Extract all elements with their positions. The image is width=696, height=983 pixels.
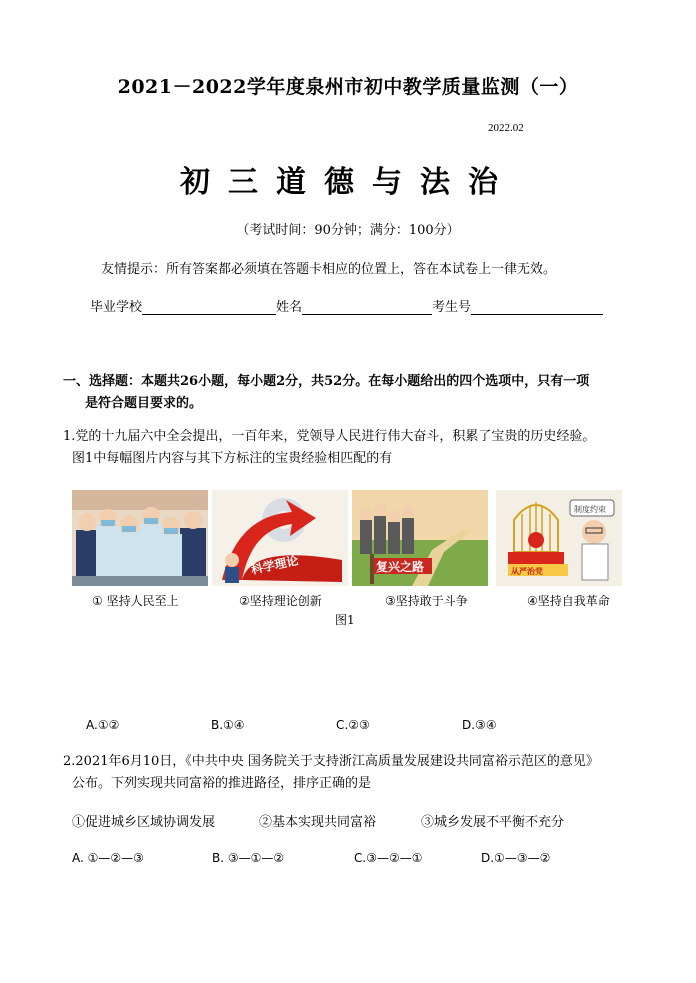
- figure-1-images: [72, 490, 622, 586]
- student-info-fields: [90, 296, 603, 315]
- q2-line1: 2.2021年6月10日，《中共中央 国务院关于支持浙江高质量发展建设共同富裕示范区的意见》: [63, 754, 599, 769]
- q1-option-d[interactable]: D.③④: [462, 718, 497, 732]
- q2-option-b[interactable]: B. ③—①—②: [212, 851, 285, 865]
- caption-1: ① 坚持人民至上: [92, 594, 179, 608]
- q2-line2: 公布。下列实现共同富裕的推进路径，排序正确的是: [72, 776, 372, 791]
- q2-option-a[interactable]: A. ①—②—③: [72, 851, 144, 865]
- q2-item-3: ③城乡发展不平衡不充分: [421, 815, 565, 830]
- q1-line2: 图1中每幅图片内容与其下方标注的宝贵经验相匹配的有: [72, 451, 393, 466]
- subject-title: 初三道德与法治: [180, 165, 516, 200]
- caption-3: ③坚持敢于斗争: [385, 594, 468, 608]
- q1-option-b[interactable]: B.①④: [211, 718, 245, 732]
- section-heading: [63, 371, 663, 415]
- notice: 友情提示：所有答案都必须填在答题卡相应的位置上，答在本试卷上一律无效。: [101, 262, 557, 277]
- exam-title: 2021－2022学年度泉州市初中教学质量监测（一）: [117, 76, 579, 98]
- img3-text: 复兴之路: [376, 560, 425, 574]
- q1-line1: 1.党的十九届六中全会提出，一百年来，党领导人民进行伟大奋斗，积累了宝贵的历史经验。: [63, 429, 596, 444]
- img4-sign: 制度约束: [574, 505, 606, 514]
- name-blank[interactable]: [302, 300, 432, 315]
- figure-label: 图1: [335, 613, 355, 627]
- section-heading-line1: 一、选择题：本题共26小题，每小题2分，共52分。在每小题给出的四个选项中，只有一项: [63, 374, 590, 389]
- image-self-revolution: [496, 490, 632, 586]
- exam-no-label: 考生号: [432, 300, 472, 315]
- school-blank[interactable]: [142, 300, 276, 315]
- q2-option-c[interactable]: C.③—②—①: [354, 851, 423, 865]
- section-heading-line2: 是符合题目要求的。: [85, 396, 203, 411]
- image-struggle: [352, 490, 488, 586]
- exam-date: 2022.02: [488, 122, 524, 134]
- img4-label: 从严治党: [511, 567, 543, 576]
- exam-no-blank[interactable]: [471, 300, 603, 315]
- name-label: 姓名: [276, 300, 303, 315]
- exam-info: （考试时间：90分钟；满分：100分）: [236, 223, 460, 238]
- caption-4: ④坚持自我革命: [527, 594, 610, 608]
- caption-2: ②坚持理论创新: [239, 594, 322, 608]
- question-1: [63, 426, 683, 470]
- question-2: [63, 751, 693, 795]
- q1-option-a[interactable]: A.①②: [86, 718, 120, 732]
- img2-text: 科学理论: [249, 553, 300, 577]
- q2-item-2: ②基本实现共同富裕: [259, 815, 377, 830]
- q2-item-1: ①促进城乡区域协调发展: [72, 815, 216, 830]
- image-theory-innovation: [212, 490, 348, 586]
- q1-option-c[interactable]: C.②③: [336, 718, 370, 732]
- q2-option-d[interactable]: D.①—③—②: [481, 851, 551, 865]
- school-label: 毕业学校: [90, 300, 143, 315]
- image-people-first: [72, 490, 208, 586]
